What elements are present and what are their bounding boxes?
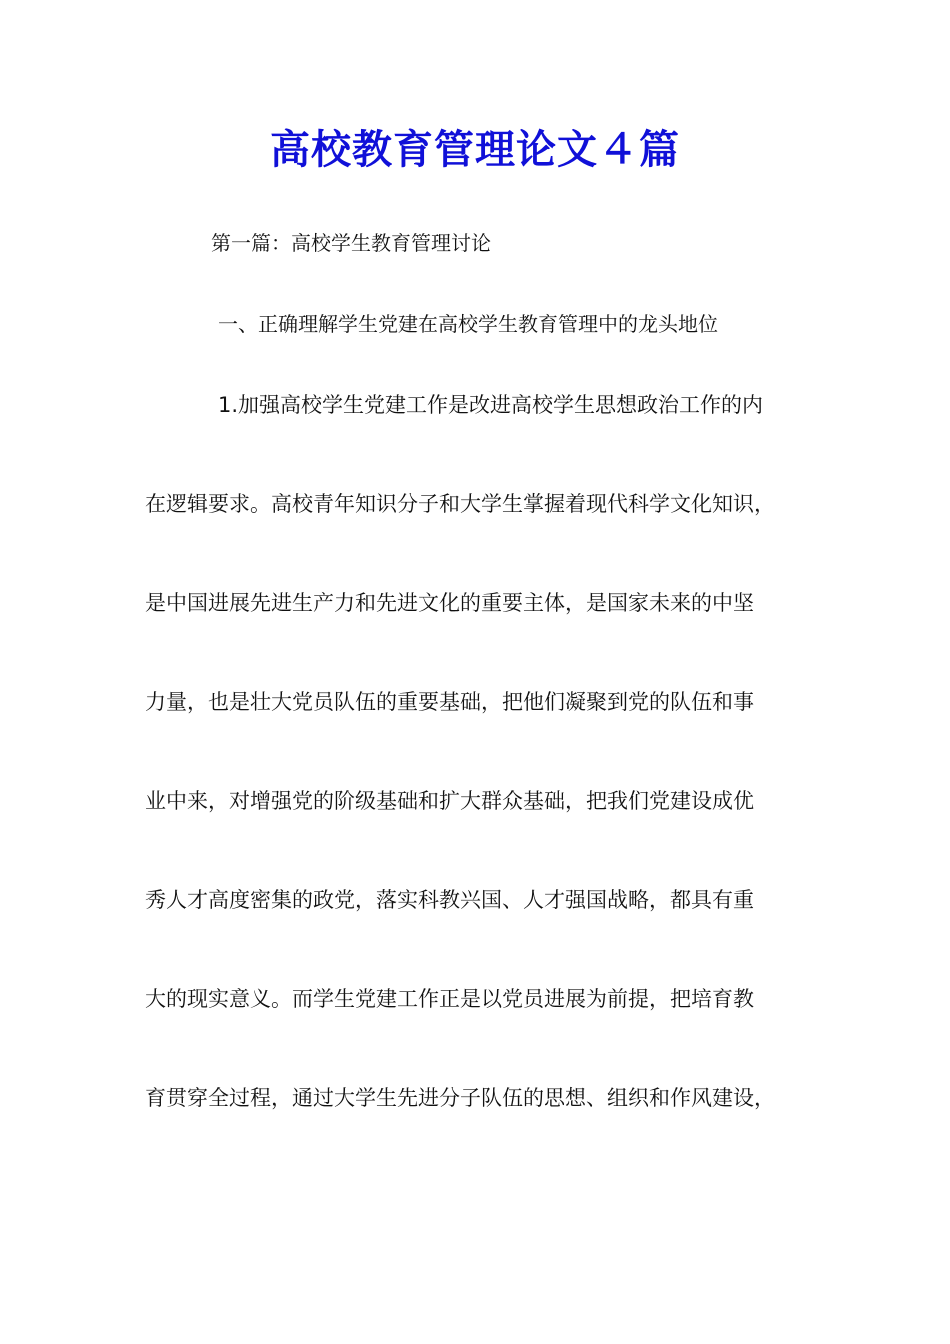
body-line: 秀人才高度密集的政党，落实科教兴国、人才强国战略，都具有重 [145,888,754,912]
section-heading: 一、正确理解学生党建在高校学生教育管理中的龙头地位 [218,312,718,336]
body-line: 业中来，对增强党的阶级基础和扩大群众基础，把我们党建设成优 [145,789,754,813]
body-line: 1.加强高校学生党建工作是改进高校学生思想政治工作的内 [218,393,764,417]
body-line: 力量，也是壮大党员队伍的重要基础，把他们凝聚到党的队伍和事 [145,690,754,714]
document-title: 高校教育管理论文４篇 [270,126,680,173]
body-line: 是中国进展先进生产力和先进文化的重要主体，是国家未来的中坚 [145,591,754,615]
part-heading: 第一篇：高校学生教育管理讨论 [211,231,491,255]
body-line: 在逻辑要求。高校青年知识分子和大学生掌握着现代科学文化知识， [145,492,775,516]
body-line: 大的现实意义。而学生党建工作正是以党员进展为前提，把培育教 [145,987,754,1011]
body-line: 育贯穿全过程，通过大学生先进分子队伍的思想、组织和作风建设， [145,1086,775,1110]
